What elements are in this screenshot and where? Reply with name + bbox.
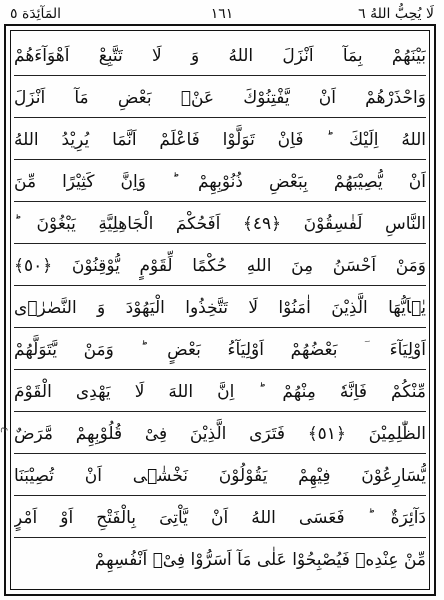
line-divider: [14, 75, 426, 76]
verse-line-11: يُّسَارِعُوْنَ فِيْهِمْ يَقُوْلُوْنَ نَخْشٰۤى اَنْ تُصِيْبَنَا: [14, 466, 426, 486]
line-divider: [14, 495, 426, 496]
page-number: ١٦١: [210, 6, 234, 22]
line-divider: [14, 537, 426, 538]
verse-text-block: [14, 40, 426, 588]
ruku-margin-marker: ع: [0, 427, 10, 433]
line-divider: [14, 327, 426, 328]
juz-name: لَا يُحِبُّ اللهُ ٦: [358, 6, 434, 22]
verse-line-3: اللهُ اِلَيْكَ ؕ فَاِنْ تَوَلَّوْا فَاعْلَمْ اَنَّمَا يُرِيْدُ اللهُ: [14, 130, 426, 150]
verse-line-5: النَّاسِ لَفٰسِقُوْنَ ﴿٤٩﴾ اَفَحُكْمَ الْجَاهِلِيَّةِ يَبْغُوْنَ ؕ: [14, 214, 426, 234]
verse-line-8: اَوْلِيَآءَ ؔ بَعْضُهُمْ اَوْلِيَآءُ بَعْضٍ ؕ وَمَنْ يَّتَوَلَّهُمْ: [14, 340, 426, 360]
line-divider: [14, 243, 426, 244]
verse-line-6: وَمَنْ اَحْسَنُ مِنَ اللهِ حُكْمًا لِّقَوْمٍ يُّوْقِنُوْنَ ﴿٥٠﴾: [14, 256, 426, 276]
surah-name: المَآئِدَة ٥: [10, 6, 62, 22]
verse-line-13: مِّنْ عِنْدِهٖ فَيُصْبِحُوْا عَلٰى مَآ اَسَرُّوْا فِىْۤ اَنْفُسِهِمْ: [94, 550, 426, 570]
verse-line-12: دَآئِرَةٌ ؕ فَعَسَى اللهُ اَنْ يَّاْتِىَ بِالْفَتْحِ اَوْ اَمْرٍ: [14, 508, 426, 528]
line-divider: [14, 201, 426, 202]
line-divider: [14, 117, 426, 118]
verse-line-4: اَنْ يُّصِيْبَهُمْ بِبَعْضِ ذُنُوْبِهِمْ ؕ وَاِنَّ كَثِيْرًا مِّنَ: [14, 172, 426, 192]
verse-line-1: بَيْنَهُمْ بِمَآ اَنْزَلَ اللهُ وَ لَا تَتَّبِعْ اَهْوَآءَهُمْ: [14, 46, 426, 66]
verse-line-10: الظّٰلِمِيْنَ ﴿٥١﴾ فَتَرَى الَّذِيْنَ فِىْ قُلُوْبِهِمْ مَّرَضٌ: [14, 424, 426, 444]
line-divider: [14, 159, 426, 160]
line-divider: [14, 285, 426, 286]
line-divider: [14, 453, 426, 454]
verse-line-2: وَاحْذَرْهُمْ اَنْ يَّفْتِنُوْكَ عَنْۢ بَعْضِ مَآ اَنْزَلَ: [14, 88, 426, 108]
page-header: [10, 2, 434, 26]
verse-line-9: مِّنْكُمْ فَاِنَّهٗ مِنْهُمْ ؕ اِنَّ اللهَ لَا يَهْدِى الْقَوْمَ: [14, 382, 426, 402]
line-divider: [14, 411, 426, 412]
line-divider: [14, 369, 426, 370]
verse-line-7: يٰۤاَيُّهَا الَّذِيْنَ اٰمَنُوْا لَا تَتَّخِذُوا الْيَهُوْدَ وَ النَّصٰرٰۤى: [14, 298, 426, 318]
